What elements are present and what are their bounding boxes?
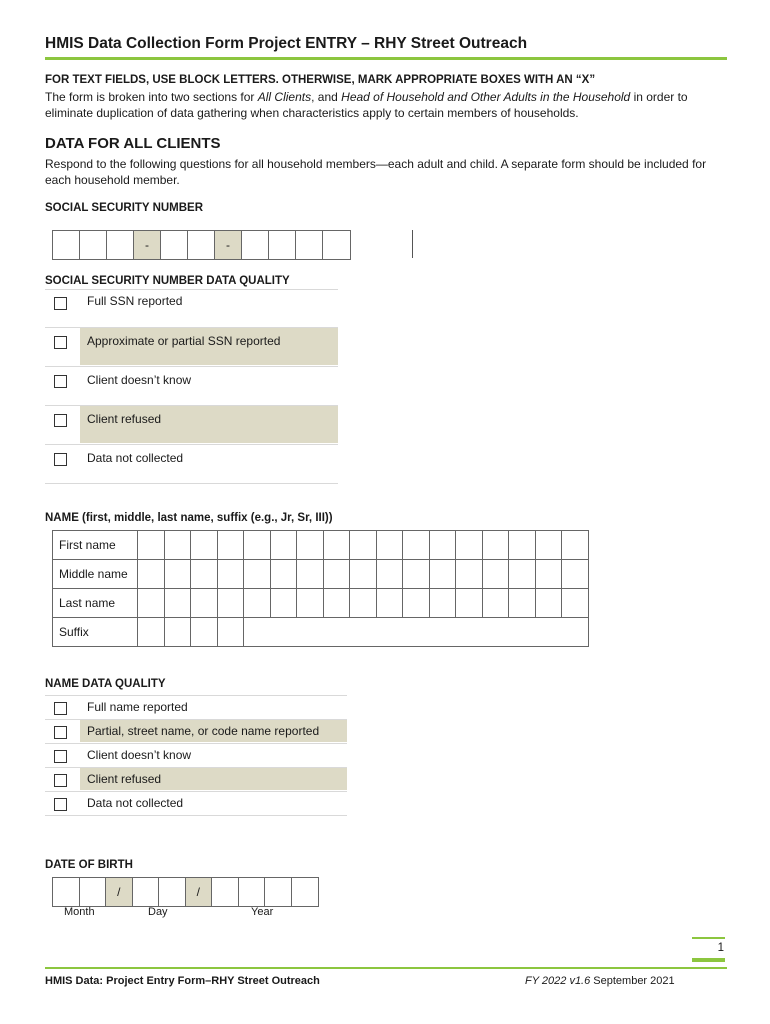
letter-box[interactable] — [244, 560, 271, 589]
option-label: Client doesn’t know — [87, 373, 192, 387]
dob-digit[interactable] — [80, 878, 107, 906]
row-label: Last name — [53, 589, 138, 618]
letter-box[interactable] — [482, 589, 509, 618]
letter-box[interactable] — [217, 618, 244, 647]
dob-digit[interactable] — [159, 878, 186, 906]
dob-month-caption: Month — [64, 906, 95, 918]
checkbox[interactable] — [54, 702, 67, 715]
ssn-digit[interactable] — [269, 231, 296, 259]
section-heading: DATA FOR ALL CLIENTS — [45, 135, 221, 152]
option-label: Partial, street name, or code name reported — [80, 720, 347, 742]
option-label: Client refused — [80, 406, 338, 443]
letter-box[interactable] — [217, 531, 244, 560]
option-partial-name[interactable] — [45, 720, 347, 744]
checkbox[interactable] — [54, 414, 67, 427]
instructions-intro: The form is broken into two sections for All Clients, and Head of Household and Other Adults in the Household in order to eliminate duplication of data gathering when characteristics apply to certain members of households. — [45, 90, 688, 120]
name-quality-options — [45, 696, 347, 816]
ssn-label: SOCIAL SECURITY NUMBER — [45, 202, 204, 214]
letter-box[interactable] — [191, 589, 218, 618]
ssn-digit[interactable] — [53, 231, 80, 259]
page-number: 1 — [717, 942, 724, 954]
dob-separator: / — [106, 878, 133, 906]
letter-box[interactable] — [403, 531, 430, 560]
checkbox[interactable] — [54, 750, 67, 763]
letter-box[interactable] — [376, 531, 403, 560]
letter-box[interactable] — [350, 560, 377, 589]
letter-box[interactable] — [164, 618, 191, 647]
name-grid — [52, 530, 589, 647]
footer-form-name: HMIS Data: Project Entry Form–RHY Street Outreach — [45, 975, 320, 987]
option-label: Full SSN reported — [87, 294, 183, 308]
checkbox[interactable] — [54, 297, 67, 310]
letter-box[interactable] — [535, 531, 562, 560]
row-label: Suffix — [53, 618, 138, 647]
dob-year-caption: Year — [251, 906, 274, 918]
letter-box[interactable] — [429, 589, 456, 618]
letter-box[interactable] — [297, 589, 324, 618]
ssn-separator: - — [215, 231, 242, 259]
instructions-bold: FOR TEXT FIELDS, USE BLOCK LETTERS. OTHERWISE, MARK APPROPRIATE BOXES WITH AN “X” — [45, 74, 596, 86]
option-partial-ssn[interactable] — [45, 328, 338, 367]
letter-box[interactable] — [376, 560, 403, 589]
letter-box[interactable] — [482, 531, 509, 560]
letter-box[interactable] — [270, 589, 297, 618]
letter-box[interactable] — [509, 560, 536, 589]
dob-separator: / — [186, 878, 213, 906]
checkbox[interactable] — [54, 336, 67, 349]
ssn-digit[interactable] — [296, 231, 323, 259]
checkbox[interactable] — [54, 774, 67, 787]
letter-box[interactable] — [217, 560, 244, 589]
letter-box[interactable] — [270, 560, 297, 589]
letter-box[interactable] — [217, 589, 244, 618]
footer-version: FY 2022 v1.6 September 2021 — [525, 975, 675, 987]
pagenum-bottom-rule — [692, 958, 725, 962]
option-label: Client doesn’t know — [87, 748, 192, 762]
letter-box[interactable] — [350, 589, 377, 618]
letter-box[interactable] — [376, 589, 403, 618]
letter-box[interactable] — [509, 589, 536, 618]
letter-box[interactable] — [535, 589, 562, 618]
letter-box[interactable] — [456, 560, 483, 589]
ssn-separator: - — [134, 231, 161, 259]
letter-box[interactable] — [429, 531, 456, 560]
option-label: Client refused — [80, 768, 347, 790]
suffix-empty-area — [244, 618, 589, 647]
footer-rule — [45, 967, 727, 969]
letter-box[interactable] — [270, 531, 297, 560]
ssn-divider — [412, 230, 413, 258]
letter-box[interactable] — [323, 589, 350, 618]
dob-field[interactable] — [52, 877, 319, 907]
option-label: Full name reported — [87, 700, 188, 714]
ssn-quality-label: SOCIAL SECURITY NUMBER DATA QUALITY — [45, 275, 290, 287]
section-description: Respond to the following questions for all household members—each adult and child. A separate form should be included for each household member. — [45, 157, 707, 187]
name-row-suffix — [53, 618, 589, 647]
checkbox[interactable] — [54, 798, 67, 811]
option-label: Data not collected — [87, 796, 184, 810]
option-full-ssn[interactable] — [45, 290, 338, 328]
letter-box[interactable] — [535, 560, 562, 589]
letter-box[interactable] — [562, 531, 589, 560]
letter-box[interactable] — [164, 560, 191, 589]
dob-label: DATE OF BIRTH — [45, 859, 133, 871]
dob-day-caption: Day — [148, 906, 168, 918]
option-full-name[interactable] — [45, 696, 347, 720]
dob-digit[interactable] — [265, 878, 292, 906]
name-label: NAME (first, middle, last name, suffix (e.g., Jr, Sr, III)) — [45, 512, 333, 524]
option-data-not-collected[interactable] — [45, 445, 338, 484]
letter-box[interactable] — [138, 531, 165, 560]
letter-box[interactable] — [562, 560, 589, 589]
option-data-not-collected[interactable] — [45, 792, 347, 816]
name-row-middle — [53, 560, 589, 589]
option-label: Data not collected — [87, 451, 184, 465]
letter-box[interactable] — [403, 589, 430, 618]
option-label: Approximate or partial SSN reported — [80, 328, 338, 365]
letter-box[interactable] — [350, 531, 377, 560]
letter-box[interactable] — [429, 560, 456, 589]
ssn-digit[interactable] — [80, 231, 107, 259]
ssn-digit[interactable] — [323, 231, 350, 259]
letter-box[interactable] — [191, 531, 218, 560]
letter-box[interactable] — [456, 589, 483, 618]
letter-box[interactable] — [297, 560, 324, 589]
option-client-doesnt-know[interactable] — [45, 367, 338, 406]
letter-box[interactable] — [164, 589, 191, 618]
letter-box[interactable] — [456, 531, 483, 560]
ssn-digit[interactable] — [242, 231, 269, 259]
letter-box[interactable] — [191, 560, 218, 589]
ssn-digit[interactable] — [161, 231, 188, 259]
option-client-refused[interactable] — [45, 406, 338, 445]
ssn-digit[interactable] — [107, 231, 134, 259]
letter-box[interactable] — [403, 560, 430, 589]
letter-box[interactable] — [138, 589, 165, 618]
letter-box[interactable] — [323, 531, 350, 560]
letter-box[interactable] — [138, 560, 165, 589]
letter-box[interactable] — [138, 618, 165, 647]
checkbox[interactable] — [54, 453, 67, 466]
name-quality-label: NAME DATA QUALITY — [45, 678, 166, 690]
dob-digit[interactable] — [212, 878, 239, 906]
letter-box[interactable] — [244, 589, 271, 618]
option-client-refused[interactable] — [45, 768, 347, 792]
pagenum-top-rule — [692, 937, 725, 939]
row-label: First name — [53, 531, 138, 560]
letter-box[interactable] — [562, 589, 589, 618]
header-rule — [45, 57, 727, 60]
letter-box[interactable] — [297, 531, 324, 560]
name-row-last — [53, 589, 589, 618]
dob-digit[interactable] — [239, 878, 266, 906]
letter-box[interactable] — [509, 531, 536, 560]
checkbox[interactable] — [54, 375, 67, 388]
form-title: HMIS Data Collection Form Project ENTRY – RHY Street Outreach — [45, 35, 528, 52]
letter-box[interactable] — [244, 531, 271, 560]
row-label: Middle name — [53, 560, 138, 589]
letter-box[interactable] — [164, 531, 191, 560]
ssn-field[interactable] — [52, 230, 351, 260]
dob-digit[interactable] — [53, 878, 80, 906]
letter-box[interactable] — [323, 560, 350, 589]
dob-digit[interactable] — [292, 878, 319, 906]
letter-box[interactable] — [482, 560, 509, 589]
name-row-first — [53, 531, 589, 560]
letter-box[interactable] — [191, 618, 218, 647]
checkbox[interactable] — [54, 726, 67, 739]
ssn-quality-options — [45, 290, 338, 484]
option-client-doesnt-know[interactable] — [45, 744, 347, 768]
ssn-digit[interactable] — [188, 231, 215, 259]
dob-digit[interactable] — [133, 878, 160, 906]
